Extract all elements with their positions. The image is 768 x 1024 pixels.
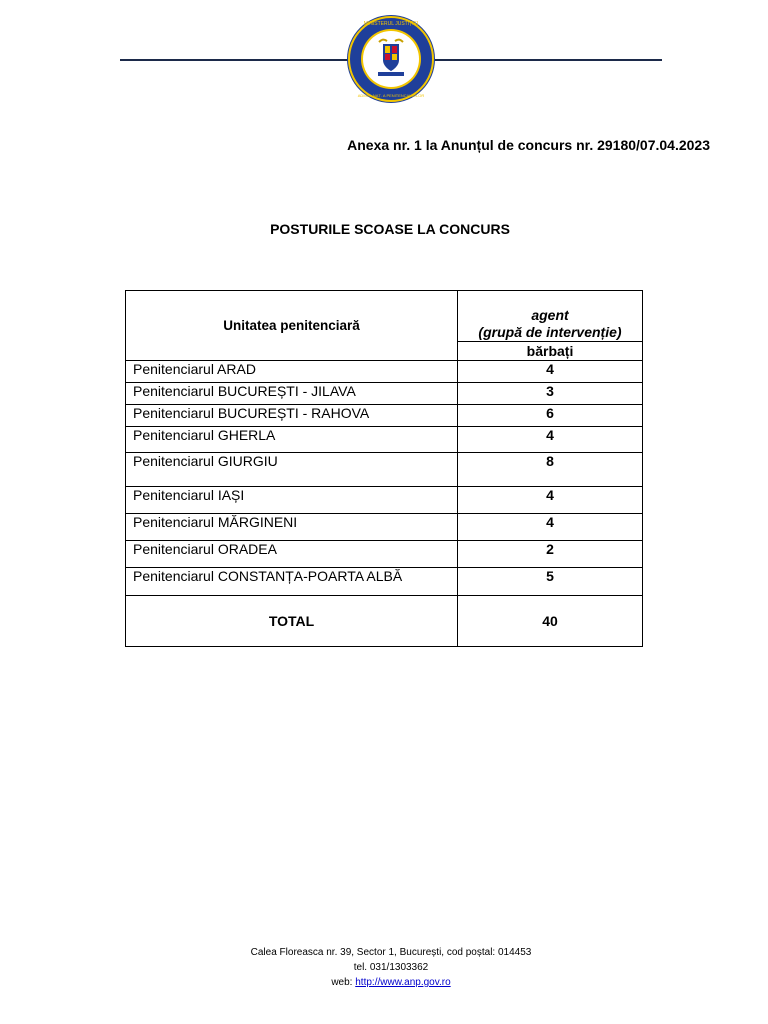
post-count: 5: [458, 568, 643, 596]
footer-web: [0, 975, 768, 990]
table-row: [126, 453, 643, 487]
column-header-agent-line1: agent: [531, 307, 569, 323]
table-header-row: [126, 291, 643, 342]
table-row: [126, 568, 643, 596]
unit-name: Penitenciarul CONSTANȚA-POARTA ALBĂ: [126, 568, 458, 596]
table-row: [126, 361, 643, 383]
footer: [0, 945, 768, 990]
unit-name: Penitenciarul BUCUREȘTI - JILAVA: [126, 383, 458, 405]
post-count: 2: [458, 541, 643, 568]
table-row: [126, 487, 643, 514]
table-row: [126, 514, 643, 541]
unit-name: Penitenciarul BUCUREȘTI - RAHOVA: [126, 405, 458, 427]
post-count: 3: [458, 383, 643, 405]
svg-text:ADMIN. NAȚ. A PENITENCIARELOR: ADMIN. NAȚ. A PENITENCIARELOR: [357, 93, 425, 98]
table-row: [126, 383, 643, 405]
footer-address: Calea Floreasca nr. 39, Sector 1, București, cod poștal: 014453: [250, 947, 532, 958]
column-subheader-men: bărbați: [458, 342, 643, 361]
post-count: 4: [458, 427, 643, 453]
column-header-agent-line2: (grupă de intervenție): [478, 324, 622, 340]
table-row: [126, 541, 643, 568]
unit-name: Penitenciarul IAȘI: [126, 487, 458, 514]
post-count: 4: [458, 361, 643, 383]
unit-name: Penitenciarul ORADEA: [126, 541, 458, 568]
ministry-seal-logo: [346, 14, 436, 104]
footer-phone: tel. 031/1303362: [353, 962, 429, 973]
unit-name: Penitenciarul ARAD: [126, 361, 458, 383]
header-rule-left: [120, 59, 348, 61]
column-header-agent: [458, 291, 643, 342]
post-count: 4: [458, 514, 643, 541]
table-row: [126, 427, 643, 453]
post-count: 4: [458, 487, 643, 514]
column-header-unit: Unitatea penitenciară: [126, 291, 458, 361]
annex-reference: Anexa nr. 1 la Anunțul de concurs nr. 29180/07.04.2023: [347, 137, 710, 153]
table-row: [126, 405, 643, 427]
post-count: 6: [458, 405, 643, 427]
header-rule-right: [434, 59, 662, 61]
unit-name: Penitenciarul GHERLA: [126, 427, 458, 453]
page-title: POSTURILE SCOASE LA CONCURS: [270, 221, 510, 237]
unit-name: Penitenciarul MĂRGINENI: [126, 514, 458, 541]
total-label: TOTAL: [126, 596, 458, 647]
post-count: 8: [458, 453, 643, 487]
total-value: 40: [458, 596, 643, 647]
unit-name: Penitenciarul GIURGIU: [126, 453, 458, 487]
posts-table: [125, 290, 643, 647]
website-link[interactable]: http://www.anp.gov.ro: [355, 977, 451, 988]
footer-web-label: web:: [331, 977, 353, 988]
svg-text:MINISTERUL JUSTIȚIEI: MINISTERUL JUSTIȚIEI: [363, 21, 419, 27]
total-row: [126, 596, 643, 647]
